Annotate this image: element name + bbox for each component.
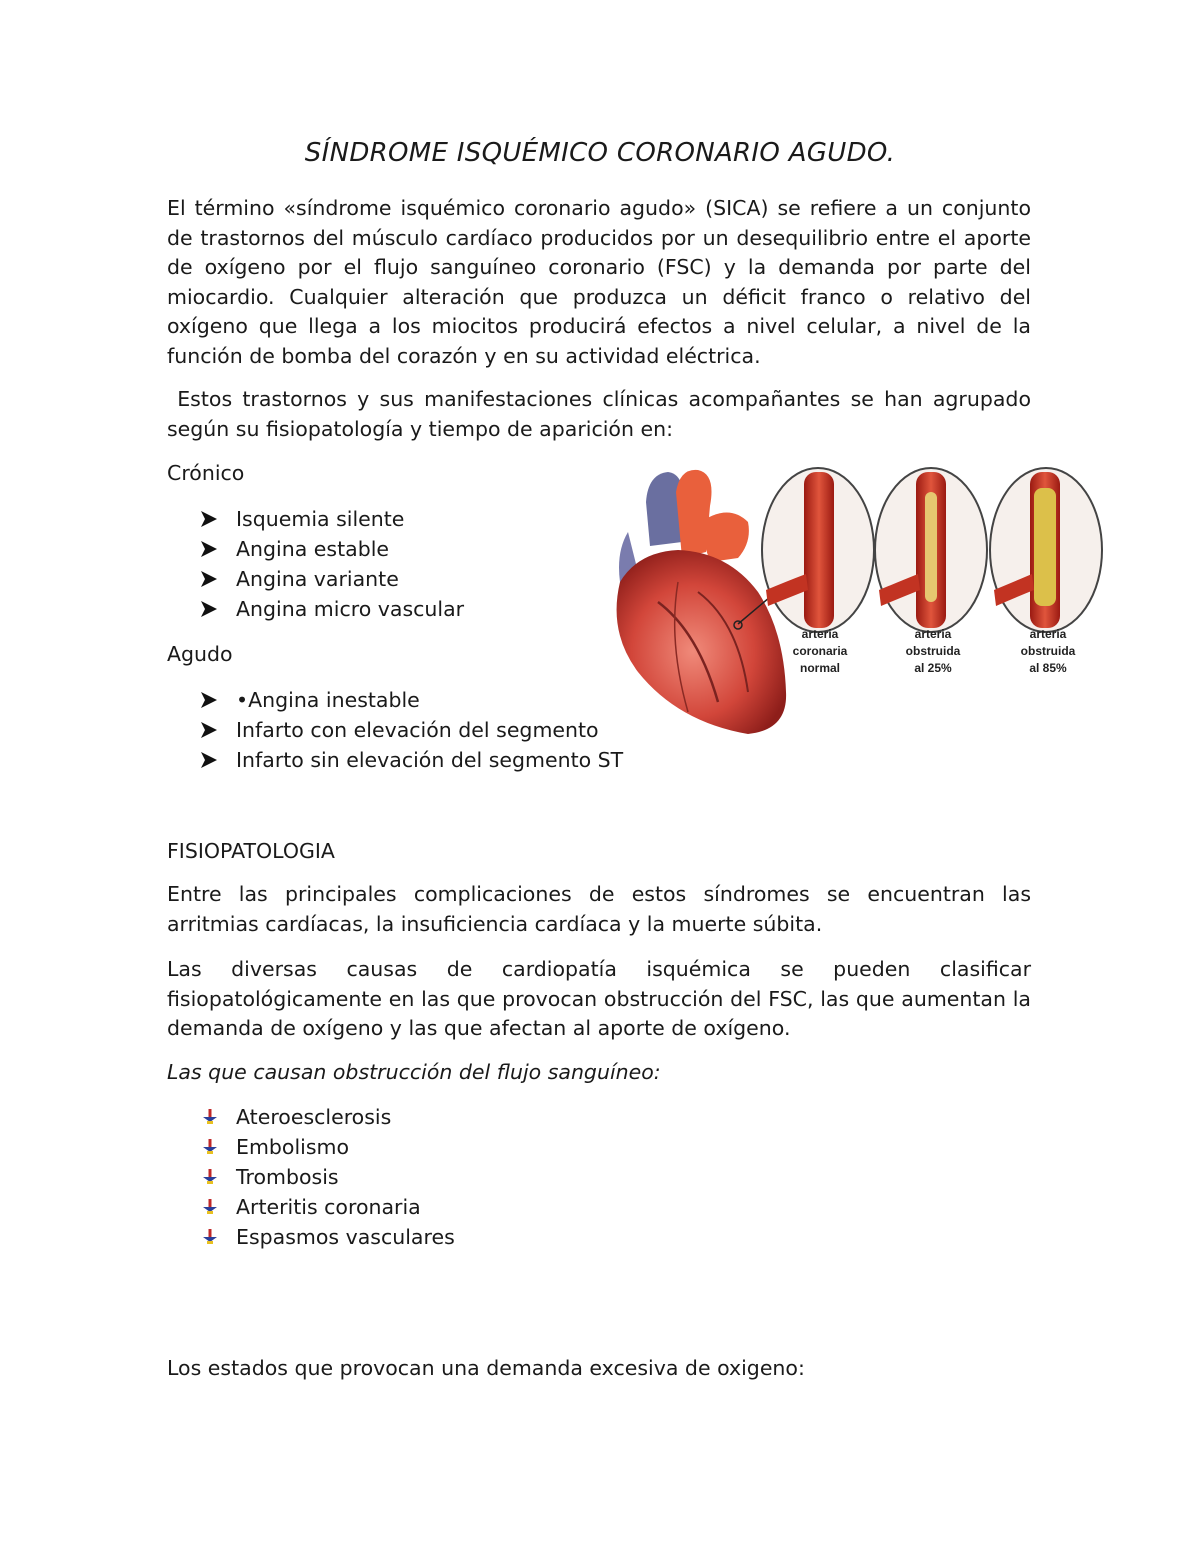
list-item <box>200 745 623 775</box>
list-item-label: Espasmos vasculares <box>236 1225 455 1249</box>
fisiopatologia-heading: FISIOPATOLOGIA <box>167 839 335 863</box>
obstruction-list <box>200 1102 455 1252</box>
list-item <box>200 564 464 594</box>
document-title: SÍNDROME ISQUÉMICO CORONARIO AGUDO. <box>304 138 896 168</box>
demand-heading: Los estados que provocan una demanda excesiva de oxigeno: <box>167 1356 805 1380</box>
arrowhead-icon <box>200 510 236 528</box>
down-arrow-bullet-icon <box>200 1229 236 1245</box>
cronico-list <box>200 504 464 624</box>
list-item <box>200 685 623 715</box>
complications-paragraph: Entre las principales complicaciones de estos síndromes se encuentran las arritmias cardíacas, la insuficiencia cardíaca y la muerte súbita. <box>167 882 1031 936</box>
list-item <box>200 1192 455 1222</box>
arrowhead-icon <box>200 721 236 739</box>
intro-paragraph: El término «síndrome isquémico coronario agudo» (SICA) se refiere a un conjunto de trastornos del músculo cardíaco producidos por un desequilibrio entre el aporte de oxígeno por el flujo sanguíneo coronario (FSC) y la demanda por parte del miocardio. Cualquier alteración que produzca un déficit franco o relativo del oxígeno que llega a los miocitos producirá efectos a nivel celular, a nivel de la función de bomba del corazón y en su actividad eléctrica. <box>167 196 1031 368</box>
label-25-3: al 25% <box>914 661 952 675</box>
down-arrow-bullet-icon <box>200 1169 236 1185</box>
list-item-label: Trombosis <box>236 1165 339 1189</box>
list-item-label: Infarto con elevación del segmento <box>236 718 599 742</box>
list-item-label: Angina micro vascular <box>236 597 465 621</box>
list-item-label: Angina estable <box>236 537 390 561</box>
arrowhead-icon <box>200 751 236 769</box>
list-item <box>200 1222 455 1252</box>
heart-artery-illustration <box>598 462 1110 740</box>
list-item-label: Ateroesclerosis <box>236 1105 392 1129</box>
agudo-list <box>200 685 623 775</box>
list-item <box>200 534 464 564</box>
causes-paragraph: Las diversas causas de cardiopatía isquémica se pueden clasificar fisiopatológicamente en las que provocan obstrucción del FSC, las que aumentan la demanda de oxígeno y las que afectan al aporte de oxígeno. <box>167 957 1031 1040</box>
label-normal-2: coronaria <box>792 644 848 658</box>
cronico-heading: Crónico <box>167 461 245 485</box>
arrowhead-icon <box>200 691 236 709</box>
label-85-2: obstruida <box>1020 644 1076 658</box>
obstruction-heading: Las que causan obstrucción del flujo sanguíneo: <box>167 1060 661 1084</box>
down-arrow-bullet-icon <box>200 1139 236 1155</box>
list-item-label: Isquemia silente <box>236 507 405 531</box>
down-arrow-bullet-icon <box>200 1109 236 1125</box>
agudo-heading: Agudo <box>167 642 233 666</box>
list-item <box>200 1132 455 1162</box>
list-item-label: Embolismo <box>236 1135 350 1159</box>
list-item <box>200 594 464 624</box>
down-arrow-bullet-icon <box>200 1199 236 1215</box>
list-item-label: •Angina inestable <box>236 688 420 712</box>
list-item <box>200 504 464 534</box>
label-85-1: arteria <box>1029 627 1067 641</box>
label-normal-1: arteria <box>801 627 839 641</box>
arrowhead-icon <box>200 570 236 588</box>
arrowhead-icon <box>200 540 236 558</box>
list-item-label: Angina variante <box>236 567 399 591</box>
grouping-paragraph: Estos trastornos y sus manifestaciones clínicas acompañantes se han agrupado según su fisiopatología y tiempo de aparición en: <box>167 387 1038 441</box>
list-item-label: Infarto sin elevación del segmento ST <box>236 748 624 772</box>
label-25-2: obstruida <box>905 644 961 658</box>
list-item <box>200 715 623 745</box>
label-normal-3: normal <box>799 661 841 675</box>
list-item-label: Arteritis coronaria <box>236 1195 421 1219</box>
list-item <box>200 1162 455 1192</box>
arrowhead-icon <box>200 600 236 618</box>
label-25-1: arteria <box>914 627 952 641</box>
list-item <box>200 1102 455 1132</box>
label-85-3: al 85% <box>1029 661 1067 675</box>
